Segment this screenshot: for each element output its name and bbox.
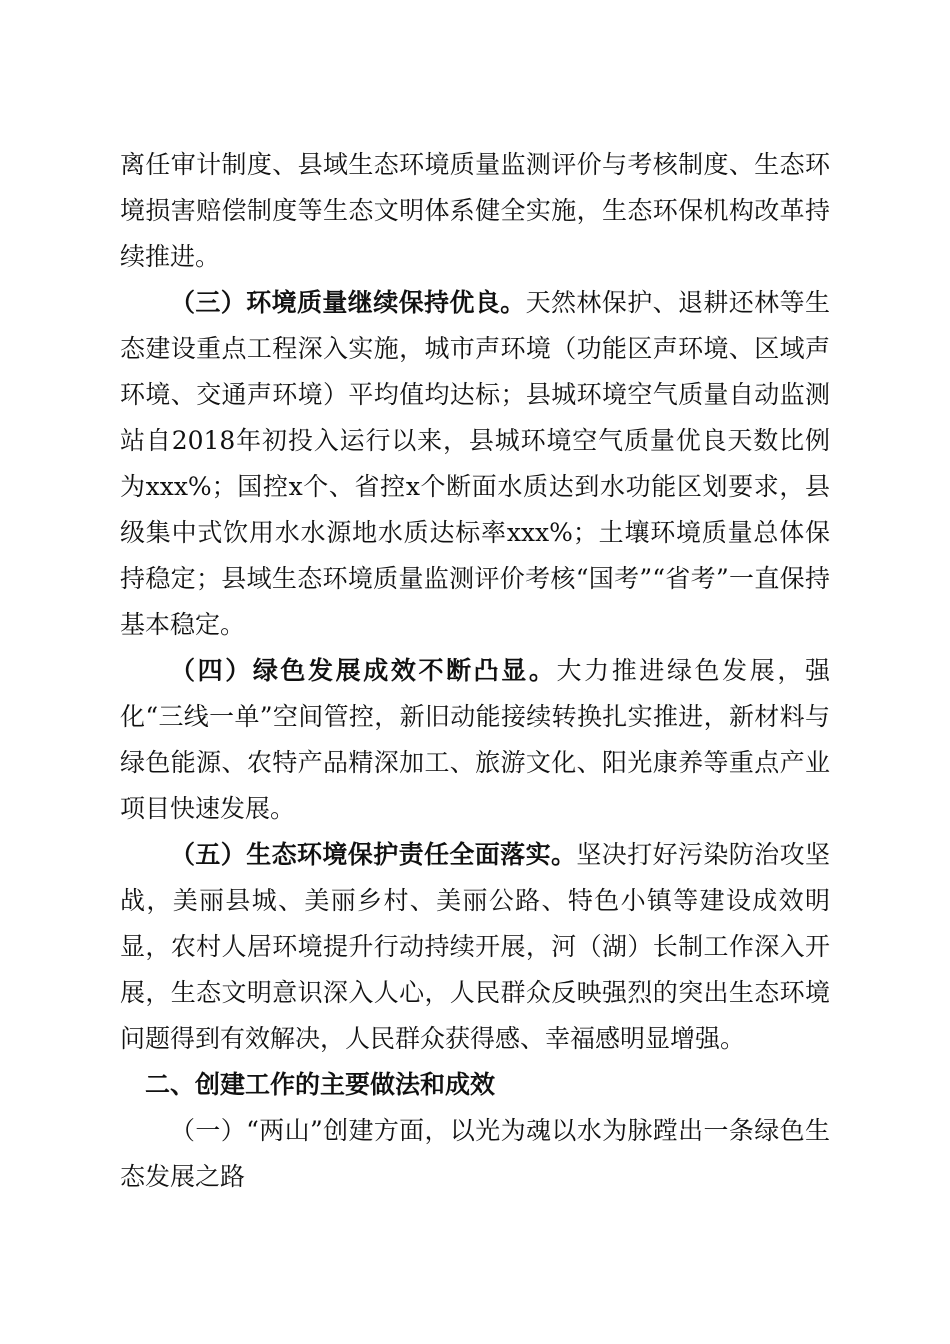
paragraph-responsibility (120, 832, 830, 1062)
document-body (120, 142, 830, 1200)
paragraph-lead-heading: （四）绿色发展成效不断凸显。 (170, 656, 557, 685)
paragraph-subsection: （一）“两山”创建方面，以光为魂以水为脉蹚出一条绿色生态发展之路 (120, 1116, 830, 1191)
section-heading: 二、创建工作的主要做法和成效 (145, 1070, 496, 1099)
paragraph-lead-heading: （三）环境质量继续保持优良。 (170, 288, 526, 317)
paragraph-green-development (120, 648, 830, 832)
paragraph-text: 坚决打好污染防治攻坚战，美丽县城、美丽乡村、美丽公路、特色小镇等建设成效明显，农村人居环境提升行动持续开展，河（湖）长制工作深入开展，生态文明意识深入人心，人民群众反映强烈的突出生态环境问题得到有效解决，人民群众获得感、幸福感明显增强。 (120, 840, 830, 1053)
paragraph-text: 天然林保护、退耕还林等生态建设重点工程深入实施，城市声环境（功能区声环境、区域声环境、交通声环境）平均值均达标；县城环境空气质量自动监测站自2018年初投入运行以来，县城环境空气质量优良天数比例为xxx%；国控x个、省控x个断面水质达到水功能区划要求，县级集中式饮用水水源地水质达标率xxx%；土壤环境质量总体保持稳定；县域生态环境质量监测评价考核“国考”“省考”一直保持基本稳定。 (120, 288, 830, 639)
paragraph-continuation: 离任审计制度、县域生态环境质量监测评价与考核制度、生态环境损害赔偿制度等生态文明体系健全实施，生态环保机构改革持续推进。 (120, 150, 830, 271)
paragraph-environment-quality (120, 280, 830, 648)
paragraph-text: 大力推进绿色发展，强化“三线一单”空间管控，新旧动能接续转换扎实推进，新材料与绿色能源、农特产品精深加工、旅游文化、阳光康养等重点产业项目快速发展。 (120, 656, 830, 823)
paragraph-lead-heading: （五）生态环境保护责任全面落实。 (170, 840, 577, 869)
